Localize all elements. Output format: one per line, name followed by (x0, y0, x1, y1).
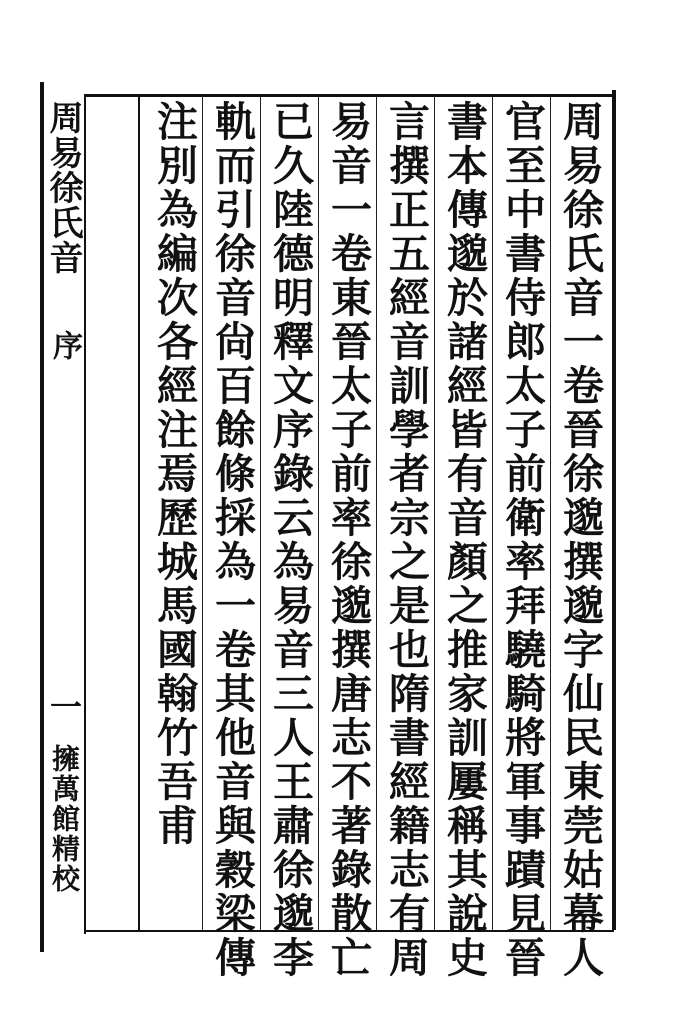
column-rule (550, 96, 551, 930)
text-column: 軌而引徐音尙百餘條採為一卷其他音與穀梁傳 (208, 100, 256, 980)
text-column: 周易徐氏音一卷晉徐邈撰邈字仙民東莞姑幕人 (556, 100, 604, 980)
column-border (138, 96, 140, 930)
text-column: 已久陸德明釋文序錄云為易音三人王肅徐邈李 (266, 100, 314, 980)
text-column: 言撰正五經音訓學者宗之是也隋書經籍志有周 (382, 100, 430, 980)
text-column: 官至中書侍郎太子前衛率拜驍騎將軍事蹟見晉 (498, 100, 546, 980)
folio-number: 一 (45, 690, 83, 722)
colophon-label: 擁萬館精校 (48, 744, 81, 894)
margin-section-label: 序 (47, 330, 82, 360)
top-border (84, 94, 614, 97)
column-rule (376, 96, 377, 930)
column-rule (318, 96, 319, 930)
text-column: 注別為編次各經注焉歷城馬國翰竹吾甫 (150, 100, 198, 848)
right-border (612, 90, 616, 930)
margin-book-title: 周易徐氏音 (43, 100, 83, 275)
text-column: 易音一卷東晉太子前率徐邈撰唐志不著錄散亡 (324, 100, 372, 980)
column-rule (260, 96, 261, 930)
fishtail-gap (88, 336, 138, 342)
column-rule (492, 96, 493, 930)
column-rule (434, 96, 435, 930)
column-rule (202, 96, 203, 930)
text-column: 書本傳邈於諸經皆有音顏之推家訓屢稱其說史 (440, 100, 488, 980)
